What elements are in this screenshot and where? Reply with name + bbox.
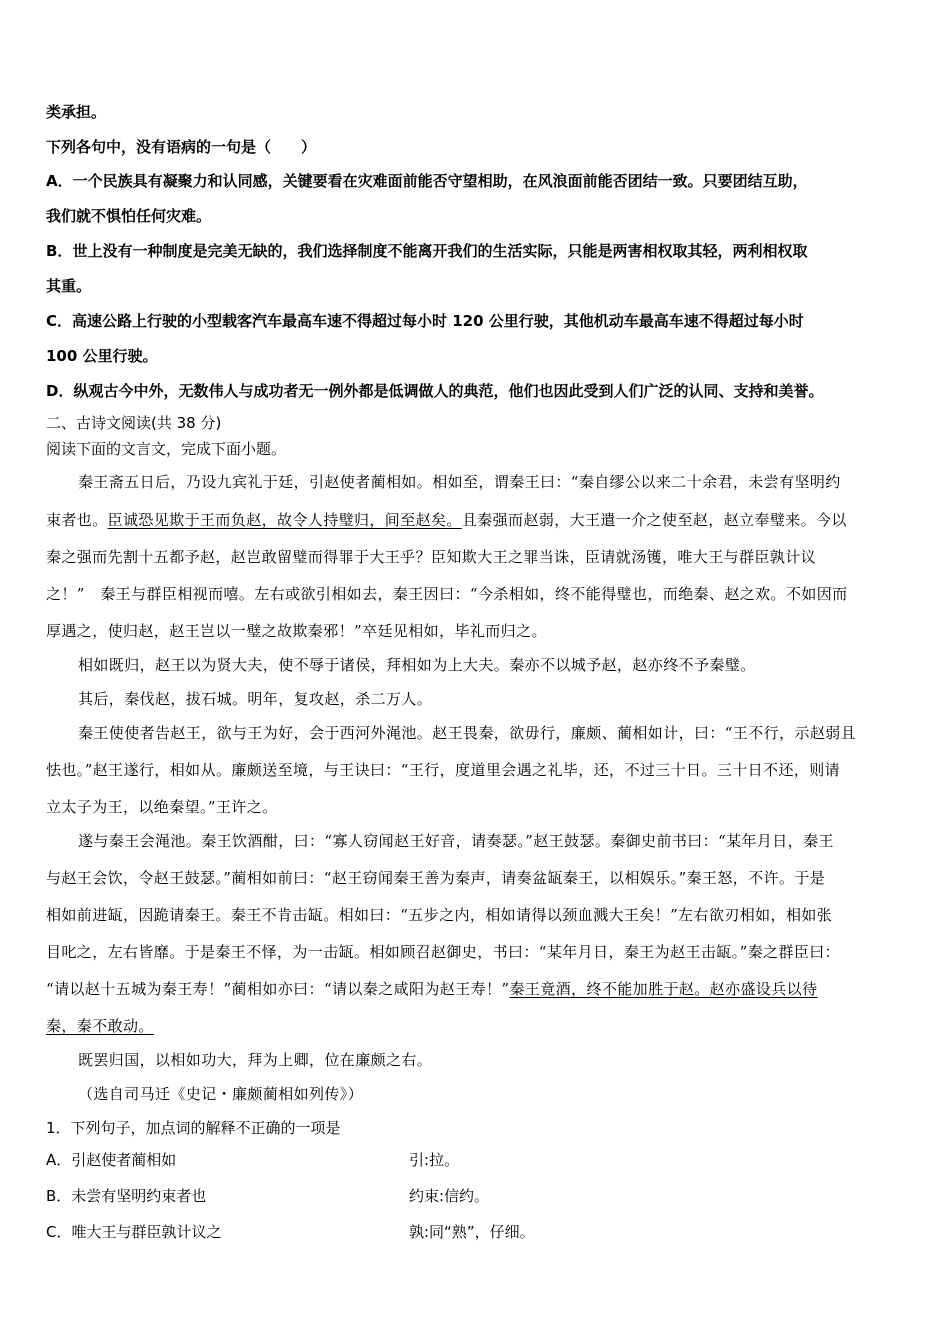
passage-text: 束者也。 <box>46 511 108 529</box>
underlined-sentence-1: 臣诚恐见欺于王而负赵，故令人持璧归，间至赵矣。 <box>107 511 462 529</box>
passage-p1-line2 <box>46 510 847 530</box>
question1-option-a <box>46 1150 908 1170</box>
passage-p5-line1: 遂与秦王会渑池。秦王饮酒酣，曰：“寡人窃闻赵王好音，请奏瑟。”赵王鼓瑟。秦御史前书曰：“某年月日，秦王 <box>78 832 834 850</box>
q1-option-c-label: C． <box>46 1223 72 1241</box>
option-b-line1 <box>46 241 807 261</box>
underlined-sentence-2: 秦王竟酒，终不能加胜于赵。赵亦盛设兵以待 <box>509 980 818 998</box>
passage-p5-line3: 相如前进缻，因跪请秦王。秦王不肯击缻。相如曰：“五步之内，相如请得以颈血溅大王矣！”左右欲刃相如，相如张 <box>46 906 833 924</box>
option-c-line2: 100 公里行驶。 <box>46 347 158 365</box>
passage-text: “请以赵十五城为秦王寿！”蔺相如亦曰：“请以秦之咸阳为赵王寿！” <box>46 980 510 998</box>
question1-stem: 1．下列句子，加点词的解释不正确的一项是 <box>46 1119 341 1137</box>
q1-option-c-gloss: 孰:同“熟”，仔细。 <box>409 1223 535 1241</box>
passage-p5-line5 <box>46 979 818 999</box>
option-d-line1 <box>46 381 823 401</box>
option-a-line2: 我们就不惧怕任何灾难。 <box>46 207 212 225</box>
passage-p2: 相如既归，赵王以为贤大夫，使不辱于诸侯，拜相如为上大夫。秦亦不以城予赵，赵亦终不予秦璧。 <box>78 656 756 674</box>
passage-p5-line2: 与赵王会饮，令赵王鼓瑟。”蔺相如前曰：“赵王窃闻秦王善为秦声，请奏盆缻秦王，以相娱乐。”秦王怒，不许。于是 <box>46 869 826 887</box>
passage-p4-line1: 秦王使使者告赵王，欲与王为好，会于西河外渑池。赵王畏秦，欲毋行，廉颇、蔺相如计，曰：“王不行，示赵弱且 <box>78 724 857 742</box>
prev-question-stem: 下列各句中，没有语病的一句是（ ） <box>46 138 317 156</box>
underlined-sentence-2-cont: 秦，秦不敢动。 <box>46 1017 154 1035</box>
q1-option-b-label: B． <box>46 1187 72 1205</box>
q1-option-c-sentence: 唯大王与群臣孰计议之 <box>71 1223 222 1241</box>
q1-option-a-sentence: 引赵使者蔺相如 <box>71 1151 177 1169</box>
passage-p1-line5: 厚遇之，使归赵，赵王岂以一璧之故欺秦邪！”卒廷见相如，毕礼而归之。 <box>46 622 547 640</box>
option-c-label: C． <box>46 312 73 330</box>
q1-option-b-sentence: 未尝有坚明约束者也 <box>71 1187 207 1205</box>
passage-p1-line4: 之！” 秦王与群臣相视而嘻。左右或欲引相如去，秦王因曰：“今杀相如，终不能得璧也，而绝秦、赵之欢。不如因而 <box>46 585 848 603</box>
passage-p1-line1: 秦王斋五日后，乃设九宾礼于廷，引赵使者蔺相如。相如至，谓秦王曰：“秦自缪公以来二十余君，未尝有坚明约 <box>78 473 841 491</box>
passage-p5-line4: 目叱之，左右皆靡。于是秦王不怿，为一击缻。相如顾召赵御史，书曰：“某年月日，秦王为赵王击缻。”秦之群臣曰： <box>46 943 841 961</box>
option-d-label: D． <box>46 382 74 400</box>
option-d-text: 纵观古今中外，无数伟人与成功者无一例外都是低调做人的典范，他们也因此受到人们广泛的认同、支持和美誉。 <box>73 382 824 400</box>
passage-p4-line3: 立太子为王，以绝秦望。”王许之。 <box>46 798 278 816</box>
question1-option-b <box>46 1186 908 1206</box>
option-a-label: A． <box>46 172 73 190</box>
prev-question-tail: 类承担。 <box>46 103 107 121</box>
passage-text: 且秦强而赵弱，大王遣一介之使至赵，赵立奉璧来。今以 <box>461 511 847 529</box>
option-b-label: B． <box>46 242 73 260</box>
option-b-line2: 其重。 <box>46 277 92 295</box>
question1-option-c <box>46 1222 908 1242</box>
option-a-text: 一个民族具有凝聚力和认同感，关键要看在灾难面前能否守望相助，在风浪面前能否团结一致。只要团结互助， <box>72 172 808 190</box>
option-c-line1 <box>46 311 804 331</box>
option-a-line1 <box>46 171 808 191</box>
q1-option-a-gloss: 引:拉。 <box>409 1151 460 1169</box>
passage-p5-line6 <box>46 1016 154 1036</box>
q1-option-b-gloss: 约束:信约。 <box>409 1187 490 1205</box>
q1-option-a-label: A． <box>46 1151 72 1169</box>
passage-source: （选自司马迁《史记・廉颇蔺相如列传》） <box>78 1085 364 1103</box>
option-b-text: 世上没有一种制度是完美无缺的，我们选择制度不能离开我们的生活实际，只能是两害相权取其轻，两利相权取 <box>72 242 808 260</box>
passage-p3: 其后，秦伐赵，拔石城。明年，复攻赵，杀二万人。 <box>78 690 433 708</box>
section-heading: 二、古诗文阅读(共 38 分) <box>46 414 222 432</box>
section-instruction: 阅读下面的文言文，完成下面小题。 <box>46 440 287 458</box>
passage-p4-line2: 怯也。”赵王遂行，相如从。廉颇送至境，与王诀曰：“王行，度道里会遇之礼毕，还，不过三十日。三十日不还，则请 <box>46 761 841 779</box>
passage-p6: 既罢归国，以相如功大，拜为上卿，位在廉颇之右。 <box>78 1051 433 1069</box>
passage-p1-line3: 秦之强而先割十五都予赵，赵岂敢留璧而得罪于大王乎？臣知欺大王之罪当诛，臣请就汤镬，唯大王与群臣孰计议 <box>46 548 817 566</box>
option-c-text: 高速公路上行驶的小型载客汽车最高车速不得超过每小时 120 公里行驶，其他机动车最高车速不得超过每小时 <box>72 312 804 330</box>
